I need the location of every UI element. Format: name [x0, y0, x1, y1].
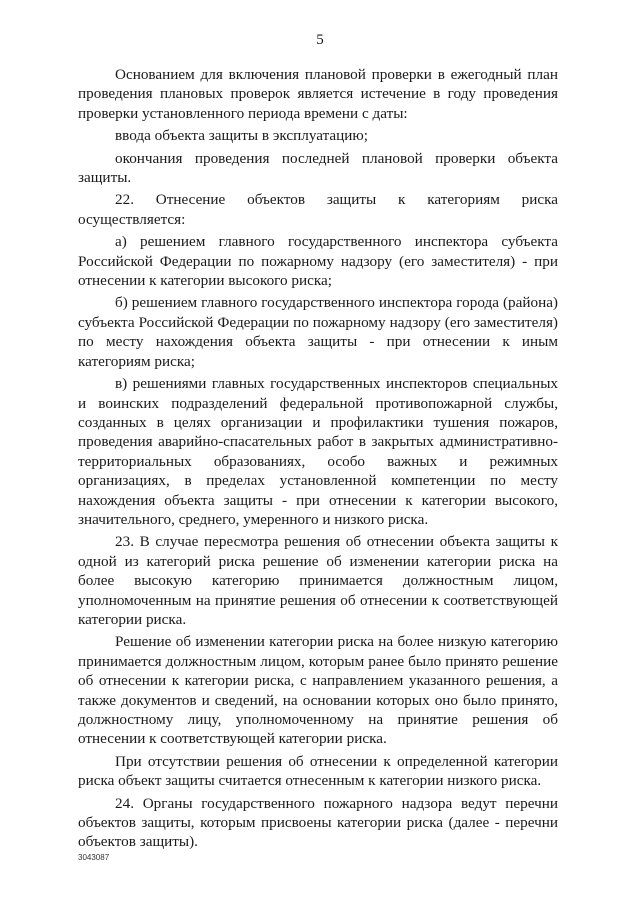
paragraph-22-b: б) решением главного государственного инспектора города (района) субъекта Российской Федерации по пожарному надзору (его заместителя) по месту нахождения объекта защиты - при отнесении к иным категориям риска; [78, 294, 558, 370]
document-body [78, 65, 558, 855]
paragraph-22-v: в) решениями главных государственных инспекторов специальных и воинских подразделений федеральной противопожарной службы, созданных в целях организации и профилактики тушения пожаров, проведения аварийно-спасательных работ в закрытых административно-территориальных образованиях, особо важных и режимных организациях, в пределах установленной компетенции по месту нахождения объекта защиты - при отнесении к категории высокого, значительного, среднего, умеренного и низкого риска. [78, 375, 558, 528]
paragraph-commissioning: ввода объекта защиты в эксплуатацию; [115, 127, 368, 145]
paragraph-last-inspection: окончания проведения последней плановой проверки объекта защиты. [78, 149, 558, 187]
paragraph-basis: Основанием для включения плановой проверки в ежегодный план проведения плановых проверок является истечение в году проведения проверки установленного периода времени с даты: [78, 66, 558, 122]
paragraph-22-a: а) решением главного государственного инспектора субъекта Российской Федерации по пожарному надзору (его заместителя) - при отнесении к категории высокого риска; [78, 233, 558, 290]
paragraph-23: 23. В случае пересмотра решения об отнесении объекта защиты к одной из категорий риска решение об изменении категории риска на более высокую категорию принимается должностным лицом, уполномоченным на принятие решения об отнесении к соответствующей категории риска. [78, 533, 558, 628]
document-code: 3043087 [78, 853, 110, 862]
paragraph-24: 24. Органы государственного пожарного надзора ведут перечни объектов защиты, которым присвоены категории риска (далее - перечни объектов защиты). [78, 794, 558, 851]
page-number: 5 [316, 32, 324, 48]
paragraph-23-lower: Решение об изменении категории риска на более низкую категорию принимается должностным лицом, которым ранее было принято решение об отнесении к категории риска, с направлением указанного решения, а также документов и сведений, на основании которых оно было принято, должностному лицу, уполномоченному на принятие решения об отнесении к соответствующей категории риска. [78, 633, 558, 748]
paragraph-22: 22. Отнесение объектов защиты к категориям риска осуществляется: [78, 191, 558, 228]
paragraph-23-absent: При отсутствии решения об отнесении к определенной категории риска объект защиты считается отнесенным к категории низкого риска. [78, 752, 558, 790]
